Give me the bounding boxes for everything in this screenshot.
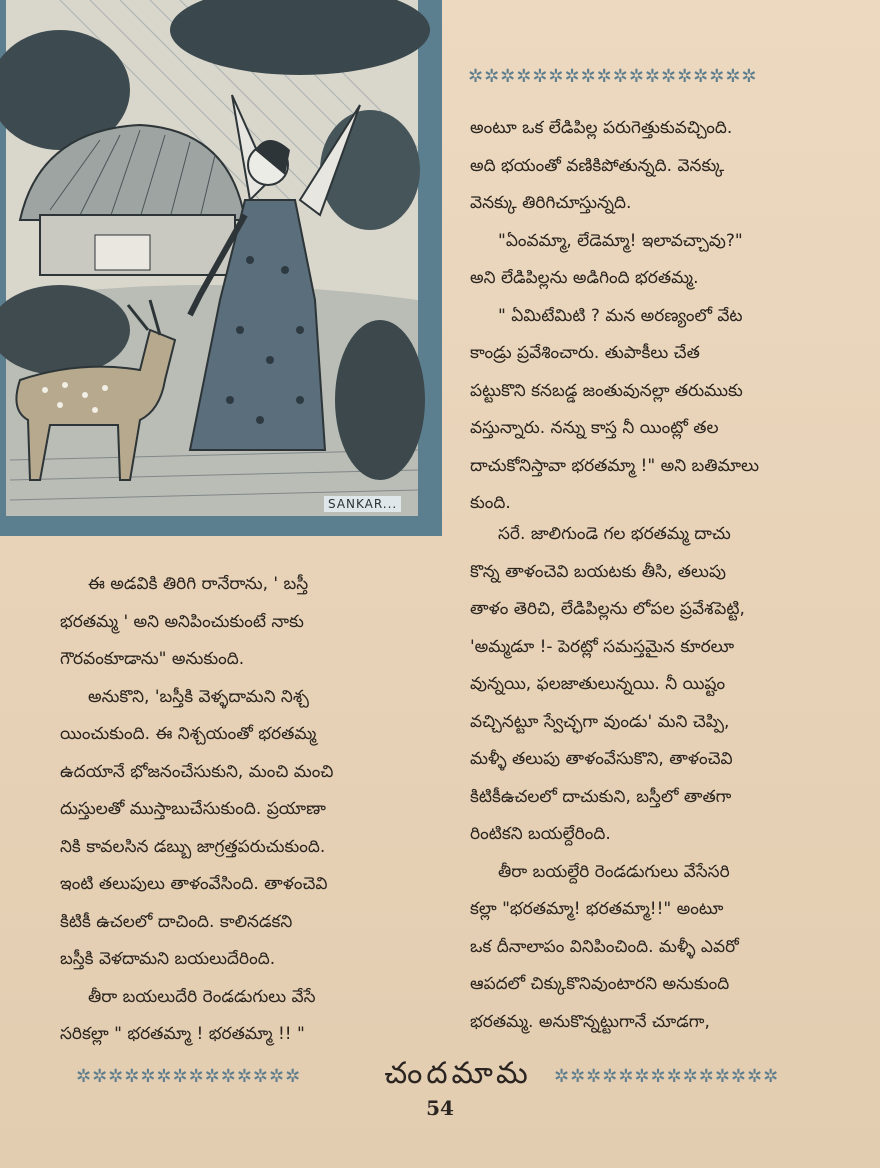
text-line: నికి కావలసిన డబ్బు జాగ్రత్తపరుచుకుంది. (60, 836, 326, 857)
right-column-bottom (470, 516, 842, 1041)
left-column (60, 566, 452, 1054)
text-line: 'అమ్మడూ !- పెరట్లో సమస్తమైన కూరలూ (470, 636, 735, 657)
text-line: దాచుకోనిస్తావా భరతమ్మా !" అని బతిమాలు (470, 455, 759, 476)
text-line: "ఏంవమ్మా, లేడెమ్మా! ఇలావచ్చావు?" (498, 230, 743, 251)
text-line: యించుకుంది. ఈ నిశ్చయంతో భరతమ్మ (60, 724, 317, 744)
text-line: ఒక దీనాలాపం వినిపించింది. మళ్ళీ ఎవరో (470, 936, 739, 957)
text-line: అంటూ ఒక లేడిపిల్ల పరుగెత్తుకువచ్చింది. (470, 118, 733, 138)
footer-ornament-left: ✲✲✲✲✲✲✲✲✲✲✲✲✲✲ (76, 1066, 302, 1087)
text-line: సరే. జాలిగుండె గల భరతమ్మ దాచు (498, 524, 731, 544)
text-line: కిటికీ ఉచలలో దాచింది. కాలినడకని (60, 911, 293, 932)
text-line: బస్తీకి వెళదామని బయలుదేరింది. (60, 949, 276, 969)
text-line: వచ్చినట్టూ స్వేచ్ఛగా వుండు' మని చెప్పి, (470, 711, 730, 732)
text-line: అనుకొని, 'బస్తీకి వెళ్ళదామని నిశ్చ (88, 686, 309, 707)
text-line: భరతమ్మ. అనుకొన్నట్టుగానే చూడగా, (470, 1011, 710, 1032)
text-line: ఉదయానే భోజనంచేసుకుని, మంచి మంచి (60, 761, 334, 782)
text-line: అది భయంతో వణికిపోతున్నది. వెనక్కు (470, 155, 725, 176)
text-line: కాండ్రు ప్రవేశించారు. తుపాకీలు చేత (470, 343, 700, 363)
text-line: సరికల్లా " భరతమ్మా ! భరతమ్మా !! " (60, 1024, 305, 1044)
text-line: ఆపదలో చిక్కుకొనివుంటారని అనుకుంది (470, 974, 730, 994)
text-line: తాళం తెరిచి, లేడిపిల్లను లోపల ప్రవేశపెట్టి, (470, 599, 745, 619)
text-line: కొన్న తాళంచెవి బయటకు తీసి, తలుపు (470, 561, 726, 582)
magazine-title: చందమామ (384, 1056, 532, 1091)
deer-and-fairy-illustration (0, 0, 442, 536)
text-line: వస్తున్నారు. నన్ను కాస్త నీ యింట్లో తల (470, 418, 719, 438)
top-ornament-border: ✲✲✲✲✲✲✲✲✲✲✲✲✲✲✲✲✲✲ (468, 66, 758, 87)
text-line: మళ్ళీ తలుపు తాళంవేసుకొని, తాళంచెవి (470, 749, 733, 769)
page-number: 54 (426, 1096, 454, 1120)
artist-signature: SANKAR... (324, 496, 401, 512)
text-line: రింటికని బయల్దేరింది. (470, 824, 611, 844)
text-line: వున్నయి, ఫలజాతులున్నయి. నీ యిష్టం (470, 674, 726, 694)
text-line: " ఏమిటేమిటి ? మన అరణ్యంలో వేట (498, 305, 743, 326)
text-line: పట్టుకొని కనబడ్డ జంతువునల్లా తరుముకు (470, 380, 743, 401)
text-line: తీరా బయలుదేరి రెండడుగులు వేసే (88, 986, 316, 1007)
text-line: దుస్తులతో ముస్తాబుచేసుకుంది. ప్రయాణా (60, 799, 326, 819)
right-column-top (470, 110, 842, 523)
footer-ornament-right: ✲✲✲✲✲✲✲✲✲✲✲✲✲✲ (554, 1066, 780, 1087)
text-line: ఈ అడవికి తిరిగి రానేరాను, ' బస్తీ (88, 574, 309, 594)
text-line: ఇంటి తలుపులు తాళంవేసింది. తాళంచెవి (60, 874, 328, 894)
text-line: కుంది. (470, 493, 511, 513)
text-line: వెనక్కు తిరిగిచూస్తున్నది. (470, 193, 632, 213)
story-illustration (0, 0, 442, 536)
text-line: గౌరవంకూడాను" అనుకుంది. (60, 649, 245, 669)
text-line: కిటికీఉచలలో దాచుకుని, బస్తీలో తాతగా (470, 786, 732, 807)
text-line: తీరా బయల్దేరి రెండడుగులు వేసేసరి (498, 861, 730, 882)
text-line: అని లేడిపిల్లను అడిగింది భరతమ్మ. (470, 268, 699, 288)
text-line: కల్లా "భరతమ్మా! భరతమ్మా!!" అంటూ (470, 899, 724, 919)
text-line: భరతమ్మ ' అని అనిపించుకుంటే నాకు (60, 611, 304, 632)
